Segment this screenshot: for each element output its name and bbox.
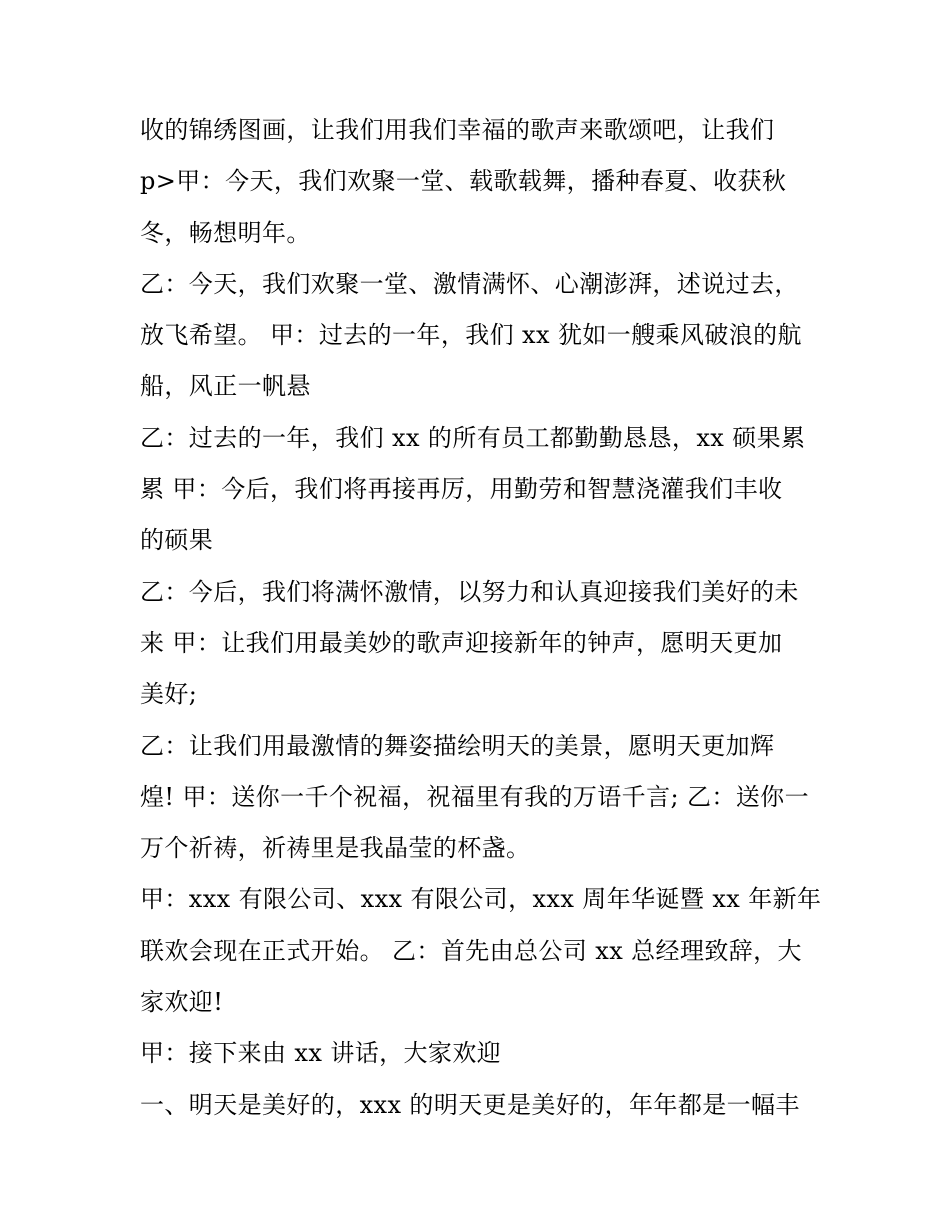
text-line: 万个祈祷，祈祷里是我晶莹的杯盏。: [140, 834, 531, 863]
text-line: 甲：接下来由 xx 讲话，大家欢迎: [140, 1039, 502, 1068]
text-line: 累 甲：今后，我们将再接再厉，用勤劳和智慧浇灌我们丰收: [140, 475, 783, 504]
text-line: 家欢迎!: [140, 988, 224, 1017]
text-line: 乙：让我们用最激情的舞姿描绘明天的美景，愿明天更加辉: [140, 731, 775, 760]
text-line: 煌! 甲：送你一千个祝福，祝福里有我的万语千言; 乙：送你一: [140, 782, 809, 811]
text-line: 冬，畅想明年。: [140, 218, 311, 247]
text-line: 放飞希望。 甲：过去的一年，我们 xx 犹如一艘乘风破浪的航: [140, 321, 802, 350]
text-line: 船，风正一帆悬: [140, 372, 311, 401]
text-line: 甲：xxx 有限公司、xxx 有限公司，xxx 周年华诞暨 xx 年新年: [140, 885, 822, 914]
text-line: 乙：过去的一年，我们 xx 的所有员工都勤勤恳恳，xx 硕果累: [140, 423, 806, 452]
text-line: p>甲：今天，我们欢聚一堂、载歌载舞，播种春夏、收获秋: [140, 167, 787, 196]
text-line: 联欢会现在正式开始。 乙：首先由总公司 xx 总经理致辞，大: [140, 936, 802, 965]
text-line: 美好;: [140, 680, 198, 709]
text-line: 收的锦绣图画，让我们用我们幸福的歌声来歌颂吧，让我们: [140, 116, 775, 144]
document-body: [140, 105, 830, 1131]
text-line: 的硕果: [140, 526, 214, 555]
text-line: 乙：今后，我们将满怀激情，以努力和认真迎接我们美好的未: [140, 577, 799, 606]
text-line: 乙：今天，我们欢聚一堂、激情满怀、心潮澎湃，述说过去，: [140, 269, 799, 298]
text-line: 来 甲：让我们用最美妙的歌声迎接新年的钟声，愿明天更加: [140, 628, 783, 657]
text-line: 一、明天是美好的，xxx 的明天更是美好的，年年都是一幅丰: [140, 1090, 800, 1119]
